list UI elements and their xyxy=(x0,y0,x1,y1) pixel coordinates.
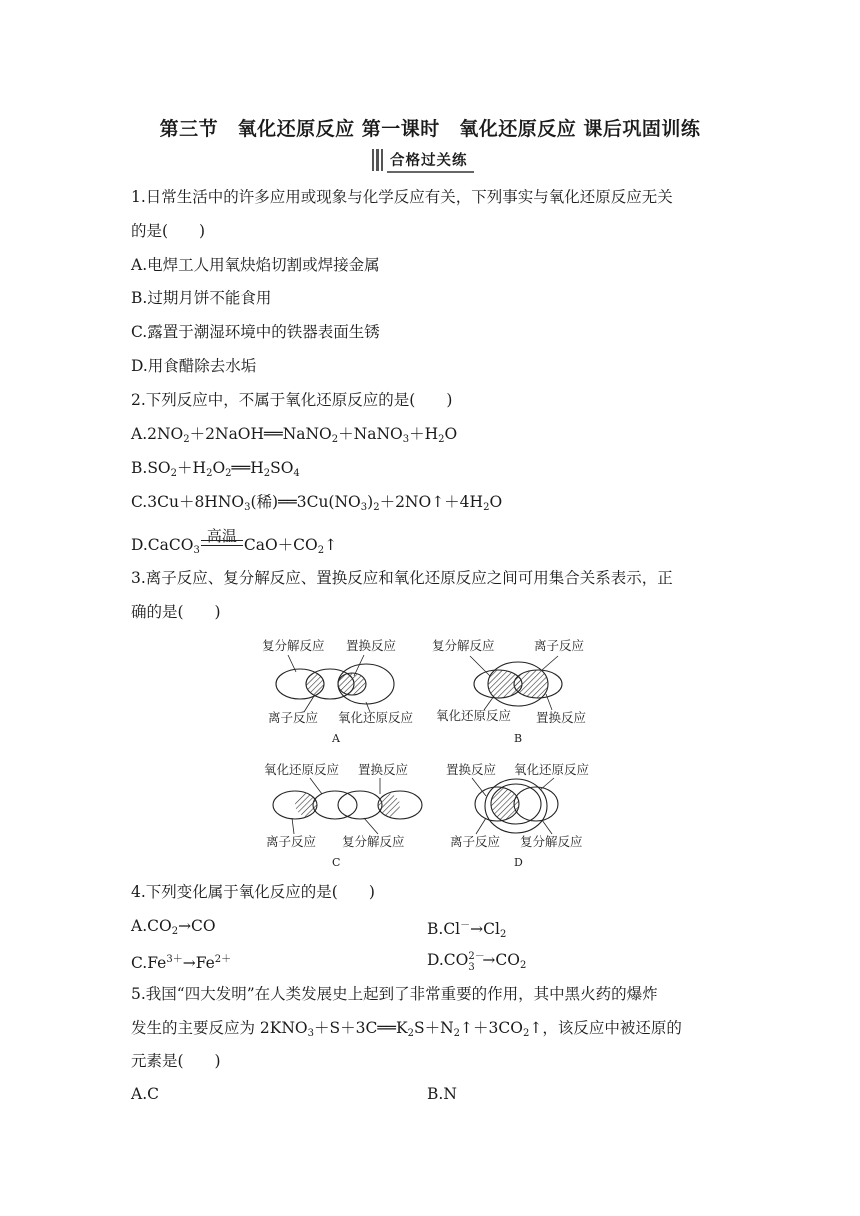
q2-option-d: D.CaCO$_3$ 高温 $CaO+CO_2↑$ xyxy=(131,527,338,556)
q5-stem-line1: 5.我国“四大发明”在人类发展史上起到了非常重要的作用，其中黑火药的爆炸 xyxy=(131,985,658,1003)
q5-option-b: B.N xyxy=(427,1085,457,1103)
q4-option-b: $B.Cl^-\to Cl_2$ xyxy=(427,920,507,940)
diagram-b xyxy=(432,638,586,745)
q2-stem: 2.下列反应中，不属于氧化还原反应的是( ) xyxy=(131,391,453,409)
diagram-a-caption: A xyxy=(332,732,340,745)
q1-stem-line1: 1.日常生活中的许多应用或现象与化学反应有关，下列事实与氧化还原反应无关 xyxy=(131,188,673,206)
diagram-c xyxy=(264,762,422,869)
q5-stem-line2: 发生的主要反应为 $2KNO_3+S+3C══K_2S+N_2↑+3CO_2↑$，该反应中被还原的 xyxy=(131,1019,682,1039)
q3-set-diagrams xyxy=(250,628,610,874)
diagram-c-label-bottom-left: 离子反应 xyxy=(266,834,317,849)
diagram-a xyxy=(262,638,413,745)
diagram-a-label-bottom-left: 离子反应 xyxy=(268,710,319,725)
diagram-b-label-top-right: 离子反应 xyxy=(534,638,585,653)
q5-stem-line3: 元素是( ) xyxy=(131,1052,221,1070)
section-tag xyxy=(372,148,474,172)
diagram-b-label-bottom-left: 氧化还原反应 xyxy=(436,708,512,723)
diagram-b-label-bottom-right: 置换反应 xyxy=(536,710,587,725)
q2-option-a: $A.2NO_2+2NaOH══NaNO_2+NaNO_3+H_2O$ xyxy=(131,425,458,445)
diagram-d-caption: D xyxy=(514,856,523,869)
tag-bars-icon xyxy=(372,149,383,171)
q3-stem-line2: 确的是( ) xyxy=(131,603,221,621)
q2-option-c: $C.3Cu+8HNO_3$(稀)$══3Cu(NO_3)_2+2NO↑+4H_2O$ xyxy=(131,493,503,513)
q2-option-b: $B.SO_2+H_2O_2══H_2SO_4$ xyxy=(131,459,300,479)
q1-option-c: C.露置于潮湿环境中的铁器表面生锈 xyxy=(131,323,380,341)
q4-option-a: $A.CO_2\to CO$ xyxy=(131,917,216,937)
section-tag-label: 合格过关练 xyxy=(387,148,474,173)
diagram-d-label-top-right: 氧化还原反应 xyxy=(514,762,590,777)
reaction-condition: 高温 xyxy=(200,544,244,550)
diagram-a-label-bottom-right: 氧化还原反应 xyxy=(338,710,414,725)
q1-option-a: A.电焊工人用氧炔焰切割或焊接金属 xyxy=(131,256,380,274)
q4-option-c: $C.Fe^{3+}\to Fe^{2+}$ xyxy=(131,954,232,972)
q5-option-a: A.C xyxy=(131,1085,159,1103)
diagram-c-caption: C xyxy=(332,856,341,869)
q1-stem-line2: 的是( ) xyxy=(131,222,206,240)
diagram-c-label-top-left: 氧化还原反应 xyxy=(264,762,340,777)
diagram-a-label-top-right: 置换反应 xyxy=(346,638,397,653)
q3-stem-line1: 3.离子反应、复分解反应、置换反应和氧化还原反应之间可用集合关系表示，正 xyxy=(131,569,673,587)
diagram-d-label-bottom-right: 复分解反应 xyxy=(520,834,583,849)
q1-option-d: D.用食醋除去水垢 xyxy=(131,357,257,375)
diagram-b-caption: B xyxy=(514,732,523,745)
q4-stem: 4.下列变化属于氧化反应的是( ) xyxy=(131,883,375,901)
diagram-d xyxy=(446,762,589,869)
q4-option-d: D.CO 2－ 3 $\to CO_2$ xyxy=(427,951,527,973)
diagram-a-label-top-left: 复分解反应 xyxy=(262,638,325,653)
diagram-c-label-bottom-right: 复分解反应 xyxy=(342,834,405,849)
diagram-b-label-top-left: 复分解反应 xyxy=(432,638,495,653)
page-title: 第三节 氧化还原反应 第一课时 氧化还原反应 课后巩固训练 xyxy=(159,118,701,140)
diagram-d-label-bottom-left: 离子反应 xyxy=(450,834,501,849)
q1-option-b: B.过期月饼不能食用 xyxy=(131,289,272,307)
diagram-c-label-top-right: 置换反应 xyxy=(358,762,409,777)
diagram-d-label-top-left: 置换反应 xyxy=(446,762,497,777)
